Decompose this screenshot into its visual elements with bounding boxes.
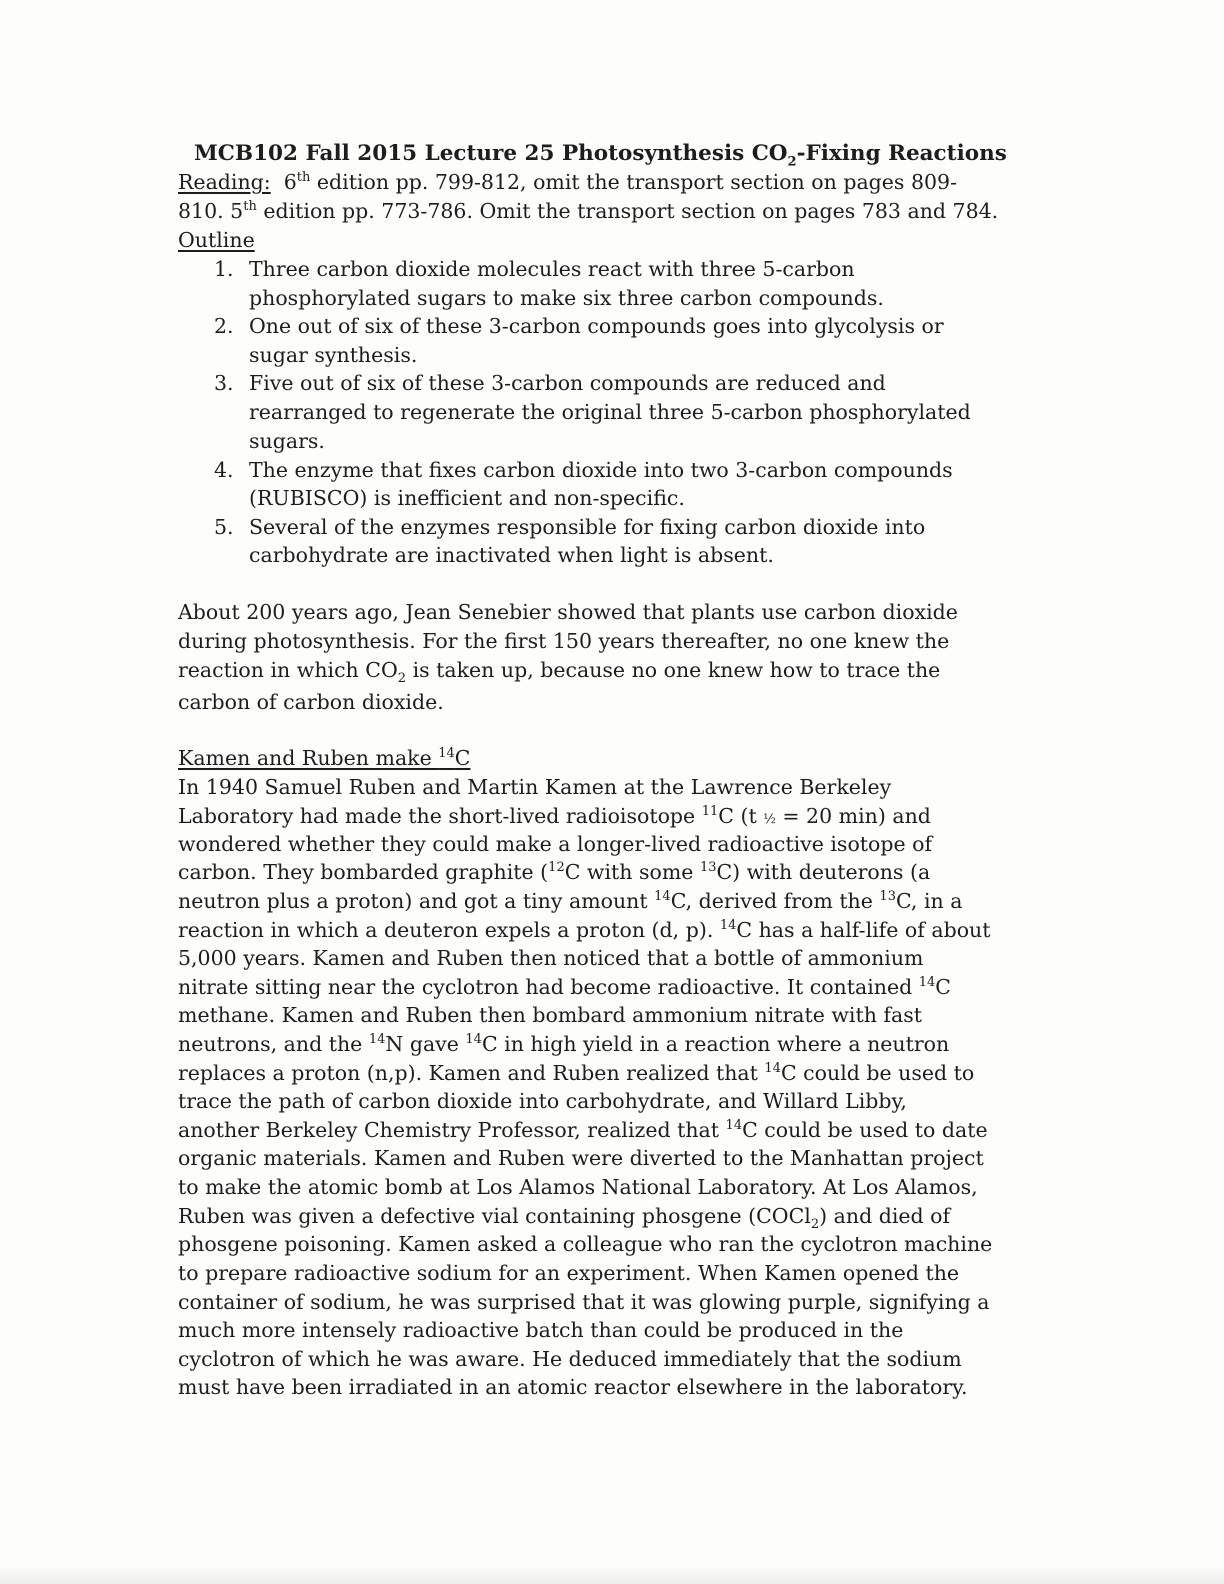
intro-line: carbon of carbon dioxide. xyxy=(178,690,444,714)
body-line: Ruben was given a defective vial containing phosgene (COCl$_2$) and died of xyxy=(178,1204,951,1233)
body-line: organic materials. Kamen and Ruben were diverted to the Manhattan project xyxy=(178,1146,984,1170)
outline-item-1-line-1: Three carbon dioxide molecules react with three 5-carbon xyxy=(249,257,855,281)
body-line: In 1940 Samuel Ruben and Martin Kamen at the Lawrence Berkeley xyxy=(178,775,892,799)
body-line: cyclotron of which he was aware. He deduced immediately that the sodium xyxy=(178,1347,962,1371)
page-title: MCB102 Fall 2015 Lecture 25 Photosynthesis $CO_2$-Fixing Reactions xyxy=(194,141,1007,170)
reading-line-1: Reading: 6th edition pp. 799-812, omit the transport section on pages 809- xyxy=(178,170,958,194)
body-line: container of sodium, he was surprised that it was glowing purple, signifying a xyxy=(178,1290,990,1314)
reading-label: Reading: xyxy=(178,170,271,194)
outline-item-3-line-3: sugars. xyxy=(249,429,325,453)
outline-number: 4. xyxy=(214,458,234,482)
outline-item-4-line-1: The enzyme that fixes carbon dioxide into two 3-carbon compounds xyxy=(249,458,953,482)
body-line: carbon. They bombarded graphite ($^{12}$C with some $^{13}$C) with deuterons (a xyxy=(178,860,931,884)
body-line: methane. Kamen and Ruben then bombard ammonium nitrate with fast xyxy=(178,1003,922,1027)
outline-item-2-line-1: One out of six of these 3-carbon compounds goes into glycolysis or xyxy=(249,314,944,338)
body-line: neutron plus a proton) and got a tiny amount $^{14}$C, derived from the $^{13}$C, in a xyxy=(178,889,963,913)
body-line: replaces a proton (n,p). Kamen and Ruben realized that $^{14}$C could be used to xyxy=(178,1061,975,1085)
body-line: to prepare radioactive sodium for an experiment. When Kamen opened the xyxy=(178,1261,960,1285)
outline-number: 1. xyxy=(214,257,234,281)
body-line: wondered whether they could make a longer-lived radioactive isotope of xyxy=(178,832,933,856)
body-line: Laboratory had made the short-lived radioisotope $^{11}$C (t ½ = 20 min) and xyxy=(178,804,931,828)
outline-item-3-line-1: Five out of six of these 3-carbon compounds are reduced and xyxy=(249,371,886,395)
body-line: nitrate sitting near the cyclotron had become radioactive. It contained $^{14}$C xyxy=(178,975,951,999)
body-line: trace the path of carbon dioxide into carbohydrate, and Willard Libby, xyxy=(178,1089,907,1113)
outline-number: 3. xyxy=(214,371,234,395)
body-line: to make the atomic bomb at Los Alamos National Laboratory. At Los Alamos, xyxy=(178,1175,978,1199)
body-line: neutrons, and the $^{14}$N gave $^{14}$C in high yield in a reaction where a neutron xyxy=(178,1032,950,1056)
body-line: 5,000 years. Kamen and Ruben then noticed that a bottle of ammonium xyxy=(178,946,924,970)
reading-line-2: 810. 5th edition pp. 773-786. Omit the transport section on pages 783 and 784. xyxy=(178,199,999,223)
outline-item-3-line-2: rearranged to regenerate the original three 5-carbon phosphorylated xyxy=(249,400,971,424)
outline-item-4-line-2: (RUBISCO) is inefficient and non-specific. xyxy=(249,486,685,510)
outline-item-2-line-2: sugar synthesis. xyxy=(249,343,418,367)
outline-item-1-line-2: phosphorylated sugars to make six three carbon compounds. xyxy=(249,286,884,310)
outline-heading: Outline xyxy=(178,228,255,252)
intro-line: reaction in which $CO_2$ is taken up, because no one knew how to trace the xyxy=(178,658,941,687)
scan-bottom-edge xyxy=(0,1566,1224,1584)
intro-line: during photosynthesis. For the first 150 years thereafter, no one knew the xyxy=(178,629,950,653)
body-line: another Berkeley Chemistry Professor, realized that $^{14}$C could be used to date xyxy=(178,1118,988,1142)
outline-number: 5. xyxy=(214,515,234,539)
outline-item-5-line-1: Several of the enzymes responsible for fixing carbon dioxide into xyxy=(249,515,926,539)
body-line: phosgene poisoning. Kamen asked a colleague who ran the cyclotron machine xyxy=(178,1232,993,1256)
section-heading: Kamen and Ruben make $^{14}$C xyxy=(178,746,471,770)
outline-item-5-line-2: carbohydrate are inactivated when light is absent. xyxy=(249,543,774,567)
outline-number: 2. xyxy=(214,314,234,338)
body-line: must have been irradiated in an atomic reactor elsewhere in the laboratory. xyxy=(178,1375,968,1399)
body-line: reaction in which a deuteron expels a proton (d, p). $^{14}$C has a half-life of about xyxy=(178,918,991,942)
intro-line: About 200 years ago, Jean Senebier showed that plants use carbon dioxide xyxy=(178,600,958,624)
body-line: much more intensely radioactive batch than could be produced in the xyxy=(178,1318,904,1342)
